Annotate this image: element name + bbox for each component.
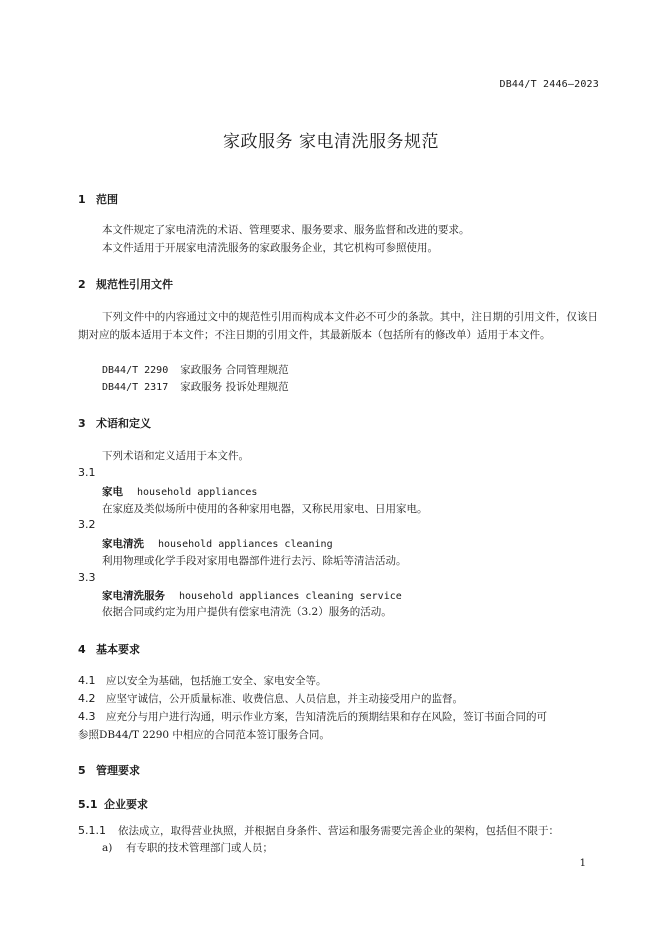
term-heading bbox=[102, 588, 402, 603]
list-text: 有专职的技术管理部门或人员； bbox=[126, 842, 273, 854]
terms-intro: 下列术语和定义适用于本文件。 bbox=[102, 450, 249, 462]
list-item bbox=[102, 840, 273, 855]
reference-code: DB44/T 2317 bbox=[102, 382, 169, 393]
standard-number: DB44/T 2446—2023 bbox=[499, 79, 599, 90]
subsection-number: 5.1 bbox=[78, 798, 98, 811]
term-definition: 利用物理或化学手段对家用电器部件进行去污、除垢等清洁活动。 bbox=[102, 555, 407, 567]
section-1-heading bbox=[78, 191, 118, 207]
requirement-text: 应充分与用户进行沟通，明示作业方案，告知清洗后的预期结果和存在风险，签订书面合同的可 bbox=[106, 711, 547, 723]
requirement-text: 应以安全为基础，包括施工安全、家电安全等。 bbox=[106, 675, 327, 687]
section-number: 2 bbox=[78, 278, 86, 291]
requirement-continuation: 参照DB44/T 2290 中相应的合同范本签订服务合同。 bbox=[78, 729, 330, 741]
term-heading bbox=[102, 484, 257, 499]
clause-text: 依法成立，取得营业执照，并根据自身条件、营运和服务需要完善企业的架构，包括但不限于： bbox=[118, 825, 559, 837]
section-3-heading bbox=[78, 415, 151, 431]
term-definition: 依据合同或约定为用户提供有偿家电清洗（3.2）服务的活动。 bbox=[102, 606, 392, 618]
term-english: household appliances bbox=[137, 487, 258, 498]
section-number: 3 bbox=[78, 417, 86, 430]
section-title: 术语和定义 bbox=[96, 417, 151, 430]
section-title: 基本要求 bbox=[96, 643, 140, 656]
reference-code: DB44/T 2290 bbox=[102, 365, 169, 376]
scope-paragraph-1: 本文件规定了家电清洗的术语、管理要求、服务要求、服务监督和改进的要求。 bbox=[102, 224, 470, 236]
requirement-number: 4.2 bbox=[78, 692, 96, 705]
term-number: 3.1 bbox=[78, 466, 96, 479]
list-label: a) bbox=[102, 842, 113, 854]
reference-name: 家政服务 合同管理规范 bbox=[180, 364, 289, 376]
term-name: 家电 bbox=[102, 486, 123, 498]
scope-paragraph-2: 本文件适用于开展家电清洗服务的家政服务企业，其它机构可参照使用。 bbox=[102, 242, 438, 254]
reference-item bbox=[102, 379, 289, 394]
normative-references-paragraph: 下列文件中的内容通过文中的规范性引用而构成本文件必不可少的条款。其中，注日期的引用文件，仅该日期对应的版本适用于本文件；不注日期的引用文件，其最新版本（包括所有的修改单）适用于本文件。 bbox=[78, 311, 598, 341]
term-name: 家电清洗 bbox=[102, 538, 144, 550]
page-number: 1 bbox=[579, 858, 586, 869]
clause-number: 5.1.1 bbox=[78, 824, 106, 837]
section-2-heading bbox=[78, 276, 173, 292]
subsection-5-1-heading bbox=[78, 796, 148, 812]
section-title: 范围 bbox=[96, 193, 118, 206]
requirement-number: 4.3 bbox=[78, 710, 96, 723]
requirement-item bbox=[78, 691, 463, 706]
requirement-number: 4.1 bbox=[78, 674, 96, 687]
term-english: household appliances cleaning bbox=[158, 539, 333, 550]
requirement-item bbox=[78, 709, 547, 724]
term-definition: 在家庭及类似场所中使用的各种家用电器，又称民用家电、日用家电。 bbox=[102, 503, 428, 515]
section-4-heading bbox=[78, 641, 140, 657]
section-5-heading bbox=[78, 762, 140, 778]
term-heading bbox=[102, 536, 333, 551]
clause-item bbox=[78, 823, 559, 838]
reference-name: 家政服务 投诉处理规范 bbox=[180, 381, 289, 393]
section-number: 4 bbox=[78, 643, 86, 656]
term-english: household appliances cleaning service bbox=[179, 591, 402, 602]
requirement-item bbox=[78, 673, 327, 688]
subsection-title: 企业要求 bbox=[104, 798, 148, 811]
reference-item bbox=[102, 362, 289, 377]
term-number: 3.3 bbox=[78, 571, 96, 584]
document-title: 家政服务 家电清洗服务规范 bbox=[223, 132, 439, 152]
term-name: 家电清洗服务 bbox=[102, 590, 165, 602]
requirement-text: 应坚守诚信，公开质量标准、收费信息、人员信息，并主动接受用户的监督。 bbox=[106, 693, 463, 705]
section-number: 5 bbox=[78, 764, 86, 777]
term-number: 3.2 bbox=[78, 518, 96, 531]
section-title: 规范性引用文件 bbox=[96, 278, 173, 291]
section-number: 1 bbox=[78, 193, 86, 206]
section-title: 管理要求 bbox=[96, 764, 140, 777]
